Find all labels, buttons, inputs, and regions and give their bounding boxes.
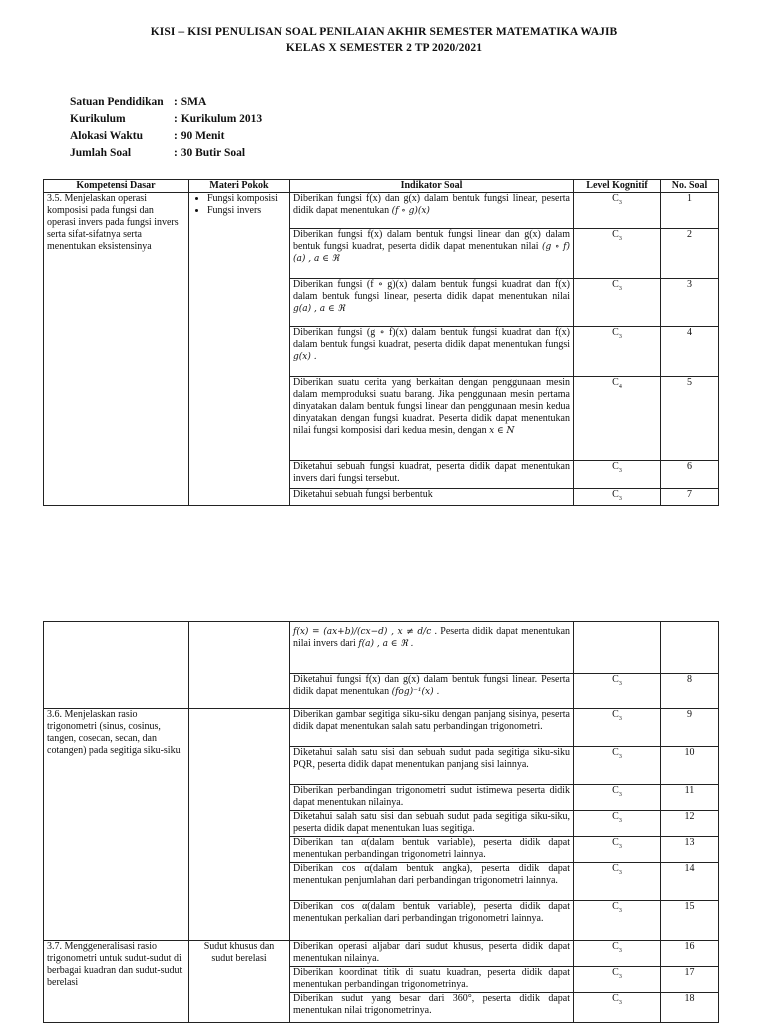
indikator-cell [290,489,574,506]
info-value: : SMA [174,96,207,108]
no-soal-cell: 15 [661,901,719,941]
level-subscript: 3 [618,334,622,340]
identity-block [70,96,262,164]
level-cell: $C_3$ [574,709,661,747]
header-kompetensi-dasar: Kompetensi Dasar [44,180,189,193]
header-indikator-soal: Indikator Soal [290,180,574,193]
no-soal-cell: 3 [661,279,719,327]
header-level-kognitif: Level Kognitif [574,180,661,193]
no-soal-cell: 8 [661,674,719,709]
indikator-cell: Diberikan tan α(dalam bentuk variable), peserta didik dapat menentukan perbandingan trigonometri lainnya. [290,837,574,863]
indikator-cell [290,279,574,327]
level-cell: $C_3$ [574,747,661,785]
level-subscript: 3 [618,1000,622,1006]
level-subscript: 3 [618,236,622,242]
no-soal-cell: 2 [661,229,719,279]
info-row-alokasi [70,130,262,147]
level-subscript: 3 [618,908,622,914]
indikator-cell: Diketahui salah satu sisi dan sebuah sudut pada segitiga siku-siku PQR, peserta didik dapat menentukan panjang sisi lainnya. [290,747,574,785]
level-subscript: 3 [618,754,622,760]
level-subscript: 4 [618,384,622,390]
indikator-cell: Diberikan gambar segitiga siku-siku dengan panjang sisinya, peserta didik dapat menentukan salah satu perbandingan trigonometri. [290,709,574,747]
info-row-satuan [70,96,262,113]
level-subscript: 3 [618,948,622,954]
level-cell: $C_3$ [574,837,661,863]
no-soal-cell: 6 [661,461,719,489]
materi-pokok-3-7: Sudut khusus dan sudut berelasi [189,941,290,1023]
info-label: Kurikulum [70,113,126,125]
header-materi-pokok: Materi Pokok [189,180,290,193]
level-cell: $C_3$ [574,327,661,377]
indikator-cell: Diberikan koordinat titik di suatu kuadran, peserta didik dapat menentukan perbandingan trigonometrinya. [290,967,574,993]
no-soal-cell: 9 [661,709,719,747]
table-row [44,622,719,674]
level-subscript: 3 [618,496,622,502]
level-cell: $C_3$ [574,193,661,229]
indikator-cell: Diketahui salah satu sisi dan sebuah sudut pada segitiga siku-siku, peserta didik dapat menentukan luas segitiga. [290,811,574,837]
indikator-cell [290,622,574,674]
no-soal-cell: 12 [661,811,719,837]
indikator-cell [290,193,574,229]
level-subscript: 3 [618,870,622,876]
level-cell: $C_3$ [574,229,661,279]
no-soal-cell: 4 [661,327,719,377]
math-expression: g(x) . [293,352,317,362]
materi-item: • Fungsi komposisi [207,193,286,205]
no-soal-cell: 5 [661,377,719,461]
level-cell: $C_3$ [574,461,661,489]
info-row-jumlah [70,147,262,164]
math-expression: (fog)⁻¹(x) . [391,687,440,697]
level-cell: $C_3$ [574,785,661,811]
no-soal-cell: 16 [661,941,719,967]
level-cell: $C_3$ [574,993,661,1023]
indikator-text: Diketahui fungsi f(x) dan g(x) dalam bentuk fungsi linear. Peserta didik dapat menentukan [293,674,570,697]
math-expression: g(a) , a ∈ ℜ [293,304,345,314]
no-soal-cell: 18 [661,993,719,1023]
level-cell: $C_3$ [574,489,661,506]
level-subscript: 3 [618,792,622,798]
level-subscript: 3 [618,468,622,474]
level-subscript: 3 [618,844,622,850]
no-soal-cell: 7 [661,489,719,506]
indikator-cell [290,377,574,461]
level-cell: $C_3$ [574,901,661,941]
kompetensi-dasar-3-6: 3.6. Menjelaskan rasio trigonometri (sinus, cosinus, tangen, cosecan, secan, dan cotangen) pada segitiga siku-siku [44,709,189,941]
info-label: Jumlah Soal [70,147,132,159]
materi-pokok-cell [189,709,290,941]
indikator-text: Diberikan fungsi f(x) dan g(x) dalam bentuk fungsi linear, peserta didik dapat menentukan [293,193,570,216]
kompetensi-dasar-3-7: 3.7. Menggeneralisasi rasio trigonometri untuk sudut-sudut di berbagai kuadran dan sudut-sudut berelasi [44,941,189,1023]
level-subscript: 3 [618,681,622,687]
level-cell: $C_3$ [574,941,661,967]
level-subscript: 3 [618,974,622,980]
info-row-kurikulum [70,113,262,130]
info-label: Alokasi Waktu [70,130,143,142]
info-value: : 90 Menit [174,130,225,142]
kisi-table-page-2 [43,621,719,1023]
indikator-cell: Diberikan sudut yang besar dari 360°, peserta didik dapat menentukan nilai trigonometrinya. [290,993,574,1023]
info-value: : Kurikulum 2013 [174,113,263,125]
indikator-cell [290,229,574,279]
materi-pokok-cell [189,193,290,506]
indikator-cell [290,327,574,377]
document-title-line-2: KELAS X SEMESTER 2 TP 2020/2021 [285,42,483,54]
kompetensi-dasar-continued [44,622,189,709]
level-subscript: 3 [618,818,622,824]
indikator-text: Diketahui sebuah fungsi berbentuk [293,489,433,500]
indikator-cell [290,674,574,709]
indikator-text: Diketahui sebuah fungsi kuadrat, peserta didik dapat menentukan invers dari fungsi tersebut. [293,461,570,484]
level-cell [574,622,661,674]
math-expression: (g ∘ f)(a) , a ∈ ℜ [293,242,571,264]
indikator-text: Diberikan fungsi (f ∘ g)(x) dalam bentuk fungsi kuadrat dan f(x) dalam bentuk fungsi linear, peserta didik dapat menentukan nilai [293,279,570,302]
table-row [44,709,719,747]
no-soal-cell: 1 [661,193,719,229]
formula-expression: f(x) = (ax+b)/(cx−d) , x ≠ d/c [293,627,432,637]
level-cell: $C_3$ [574,863,661,901]
info-label: Satuan Pendidikan [70,96,164,108]
kisi-table-page-1 [43,179,719,506]
level-cell: $C_3$ [574,967,661,993]
level-subscript: 3 [618,200,622,206]
indikator-cell [290,461,574,489]
no-soal-cell: 17 [661,967,719,993]
header-no-soal: No. Soal [661,180,719,193]
info-value: : 30 Butir Soal [174,147,246,159]
no-soal-cell: 13 [661,837,719,863]
indikator-text: . Peserta didik dapat menentukan nilai invers dari [293,626,571,649]
document-title-line-1: KISI – KISI PENULISAN SOAL PENILAIAN AKHIR SEMESTER MATEMATIKA WAJIB [150,26,618,38]
no-soal-cell: 10 [661,747,719,785]
materi-item: • Fungsi invers [207,205,286,217]
table-header-row [44,180,719,193]
indikator-cell: Diberikan perbandingan trigonometri sudut istimewa peserta didik dapat menentukan nilainya. [290,785,574,811]
indikator-cell: Diberikan operasi aljabar dari sudut khusus, peserta didik dapat menentukan nilainya. [290,941,574,967]
level-subscript: 3 [618,716,622,722]
indikator-text: Diberikan suatu cerita yang berkaitan dengan penggunaan mesin dalam memproduksi suatu barang. Jika penggunaan mesin pertama dinyatakan dalam bentuk fungsi linear dan penggunaan mesin kedua dinyatakan dengan fungsi kuadrat. Peserta didik dapat menentukan nilai fungsi komposisi dari kedua mesin, dengan [293,377,570,436]
indikator-text: Diberikan fungsi (g ∘ f)(x) dalam bentuk fungsi kuadrat dan f(x) dalam bentuk fungsi kuadrat, peserta didik dapat menentukan fungsi [293,327,570,350]
level-cell: $C_4$ [574,377,661,461]
math-expression: x ∈ N [489,426,515,436]
math-expression: (f ∘ g)(x) [391,206,430,216]
level-cell: $C_3$ [574,279,661,327]
table-row [44,941,719,967]
math-expression: f(a) , a ∈ ℜ . [358,639,414,649]
indikator-cell: Diberikan cos α(dalam bentuk angka), peserta didik dapat menentukan penjumlahan dari perbandingan trigonometri lainnya. [290,863,574,901]
materi-pokok-continued [189,622,290,709]
kompetensi-dasar-3-5: 3.5. Menjelaskan operasi komposisi pada fungsi dan operasi invers pada fungsi invers serta sifat-sifatnya serta menentukan eksistensinya [44,193,189,506]
level-cell: $C_3$ [574,811,661,837]
no-soal-cell [661,622,719,674]
no-soal-cell: 14 [661,863,719,901]
indikator-cell: Diberikan cos α(dalam bentuk variable), peserta didik dapat menentukan perkalian dari perbandingan trigonometri lainnya. [290,901,574,941]
level-subscript: 3 [618,286,622,292]
table-row [44,193,719,229]
level-cell: $C_3$ [574,674,661,709]
indikator-text: Diberikan fungsi f(x) dalam bentuk fungsi linear dan g(x) dalam bentuk fungsi kuadrat, peserta didik dapat menentukan nilai [293,229,570,252]
no-soal-cell: 11 [661,785,719,811]
